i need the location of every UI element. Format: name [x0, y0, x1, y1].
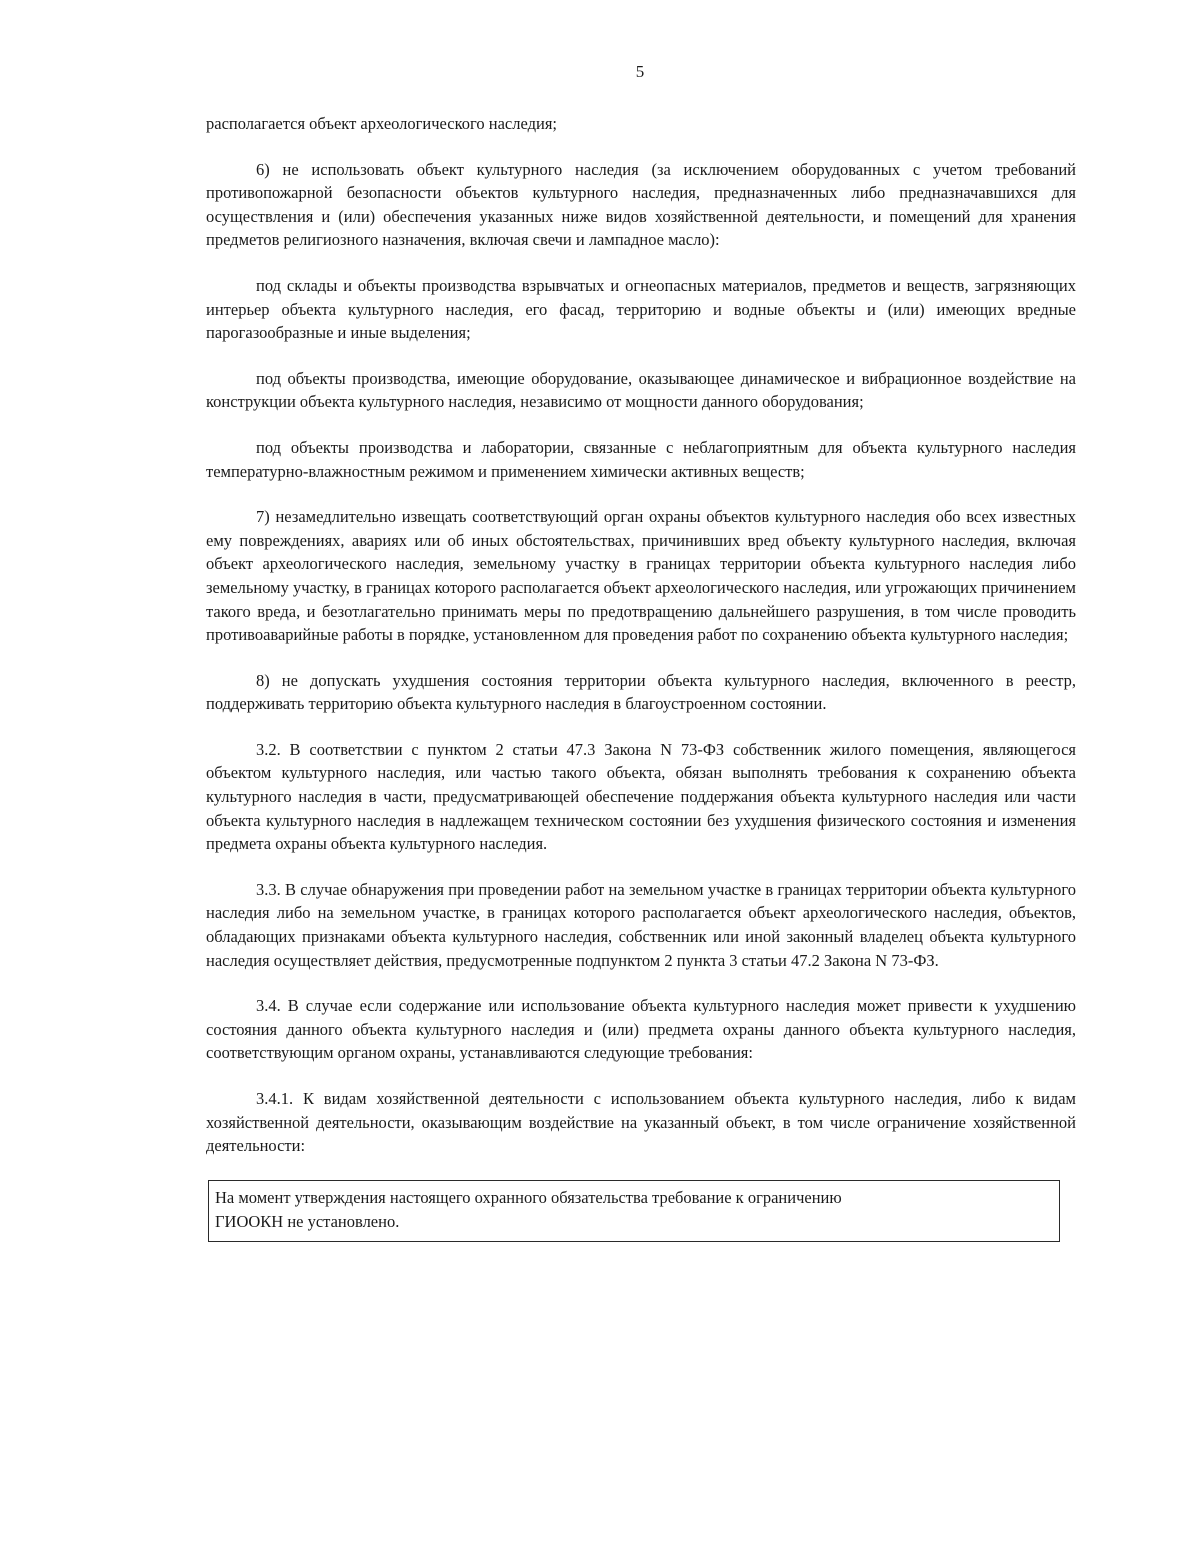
notice-box [208, 1180, 1060, 1242]
document-body [206, 112, 1076, 1242]
paragraph-laboratories: под объекты производства и лаборатории, связанные с неблагоприятным для объекта культурного наследия температурно-влажностным режимом и применением химически активных веществ; [206, 437, 1076, 481]
notice-line-2: ГИООКН не установлено. [215, 1211, 400, 1231]
page-number: 5 [635, 62, 645, 81]
paragraph-warehouses: под склады и объекты производства взрывчатых и огнеопасных материалов, предметов и веществ, загрязняющих интерьер объекта культурного наследия, его фасад, территорию и водные объекты и (или) имеющих вредные парогазообразные и иные выделения; [206, 275, 1076, 343]
paragraph-item-8: 8) не допускать ухудшения состояния территории объекта культурного наследия, включенного в реестр, поддерживать территорию объекта культурного наследия в благоустроенном состоянии. [206, 670, 1076, 714]
paragraph-3-4: 3.4. В случае если содержание или использование объекта культурного наследия может привести к ухудшению состояния данного объекта культурного наследия и (или) предмета охраны данного объекта культурного наследия, соответствующим органом охраны, устанавливаются следующие требования: [206, 996, 1076, 1063]
paragraph-vibration: под объекты производства, имеющие оборудование, оказывающее динамическое и вибрационное воздействие на конструкции объекта культурного наследия, независимо от мощности данного оборудования; [206, 368, 1076, 412]
paragraph-3-2: 3.2. В соответствии с пунктом 2 статьи 47.3 Закона N 73-ФЗ собственник жилого помещения, являющегося объектом культурного наследия, или частью такого объекта, обязан выполнять требования к сохранению объекта культурного наследия в части, предусматривающей обеспечение поддержания объекта культурного наследия или части объекта культурного наследия в надлежащем техническом состоянии без ухудшения физического состояния и изменения предмета охраны объекта культурного наследия. [206, 739, 1076, 854]
paragraph-item-7: 7) незамедлительно извещать соответствующий орган охраны объектов культурного наследия обо всех известных ему повреждениях, авариях или об иных обстоятельствах, причинивших вред объекту культурного наследия, включая объект археологического наследия, земельному участку в границах территории объекта культурного наследия либо земельному участку, в границах которого располагается объект археологического наследия, или угрожающих причинением такого вреда, и безотлагательно принимать меры по предотвращению дальнейшего разрушения, в том числе проводить противоаварийные работы в порядке, установленном для проведения работ по сохранению объекта культурного наследия; [206, 507, 1076, 645]
notice-line-1: На момент утверждения настоящего охранного обязательства требование к ограничению [215, 1187, 842, 1207]
paragraph-continuation: располагается объект археологического наследия; [206, 114, 557, 133]
paragraph-3-3: 3.3. В случае обнаружения при проведении работ на земельном участке в границах территории объекта культурного наследия либо на земельном участке, в границах которого располагается объект археологического наследия, объектов, обладающих признаками объекта культурного наследия, собственник или иной законный владелец объекта культурного наследия осуществляет действия, предусмотренные подпунктом 2 пункта 3 статьи 47.2 Закона N 73-ФЗ. [206, 879, 1076, 970]
paragraph-3-4-1: 3.4.1. К видам хозяйственной деятельности с использованием объекта культурного наследия, либо к видам хозяйственной деятельности, оказывающим воздействие на указанный объект, в том числе ограничение хозяйственной деятельности: [206, 1089, 1076, 1156]
paragraph-item-6: 6) не использовать объект культурного наследия (за исключением оборудованных с учетом требований противопожарной безопасности объектов культурного наследия, предназначенных либо предназначавшихся для осуществления и (или) обеспечения указанных ниже видов хозяйственной деятельности, и помещений для хранения предметов религиозного назначения, включая свечи и лампадное масло): [206, 159, 1076, 250]
